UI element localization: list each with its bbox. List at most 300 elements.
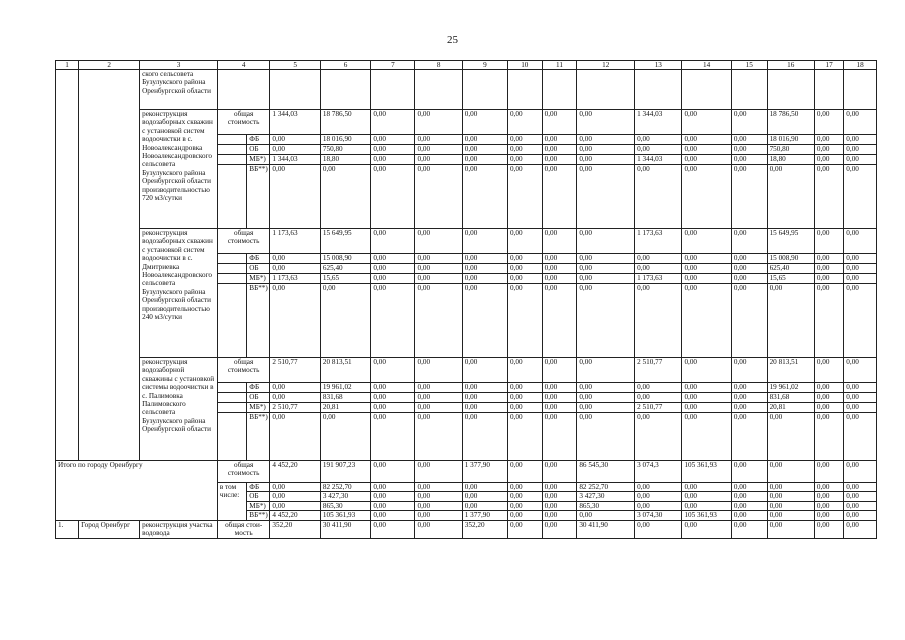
value-cell: 0,00: [635, 284, 682, 358]
header-cell: 17: [814, 61, 843, 70]
value-cell: 0,00: [731, 483, 767, 492]
value-cell: 0,00: [577, 145, 635, 155]
value-cell: 0,00: [415, 110, 462, 135]
header-cell: 15: [731, 61, 767, 70]
value-cell: 352,20: [270, 520, 320, 538]
value-cell: 0,00: [507, 110, 542, 135]
value-cell: 15 649,95: [767, 229, 814, 254]
value-cell: 0,00: [577, 511, 635, 520]
project-description: реконструкция участка водовода: [140, 520, 218, 538]
header-cell: 16: [767, 61, 814, 70]
value-cell: 0,00: [462, 393, 507, 403]
value-cell: 0,00: [682, 492, 731, 501]
value-cell: 0,00: [371, 403, 415, 413]
value-cell: 1 344,03: [270, 110, 320, 135]
value-cell: 0,00: [682, 284, 731, 358]
value-cell: 15,65: [767, 274, 814, 284]
value-cell: 0,00: [415, 383, 462, 393]
value-cell: 0,00: [814, 155, 843, 165]
value-cell: 2 510,77: [635, 403, 682, 413]
value-cell: [320, 70, 370, 110]
value-cell: 3 427,30: [577, 492, 635, 501]
value-cell: 0,00: [814, 501, 843, 510]
value-cell: 0,00: [507, 135, 542, 145]
value-cell: 0,00: [814, 403, 843, 413]
value-cell: 0,00: [635, 135, 682, 145]
value-cell: [415, 70, 462, 110]
value-cell: 0,00: [542, 135, 577, 145]
value-cell: 0,00: [371, 511, 415, 520]
value-cell: 0,00: [767, 492, 814, 501]
value-cell: 0,00: [415, 501, 462, 510]
value-cell: 0,00: [462, 254, 507, 264]
value-cell: 0,00: [371, 155, 415, 165]
fund-label-line: общая стои-: [225, 520, 263, 529]
value-cell: 0,00: [844, 145, 877, 155]
value-cell: 0,00: [844, 229, 877, 254]
value-cell: 0,00: [270, 284, 320, 358]
value-cell: 0,00: [844, 274, 877, 284]
value-cell: 0,00: [844, 358, 877, 383]
value-cell: 0,00: [542, 264, 577, 274]
fund-label-total: [217, 229, 270, 254]
value-cell: 0,00: [462, 274, 507, 284]
value-cell: 0,00: [507, 403, 542, 413]
value-cell: 0,00: [767, 501, 814, 510]
fund-label: ОБ: [247, 264, 270, 274]
value-cell: 0,00: [542, 461, 577, 483]
value-cell: 2 510,77: [270, 403, 320, 413]
value-cell: 0,00: [731, 383, 767, 393]
value-cell: 0,00: [462, 358, 507, 383]
value-cell: 0,00: [844, 254, 877, 264]
value-cell: 4 452,20: [270, 511, 320, 520]
value-cell: 0,00: [814, 483, 843, 492]
value-cell: 15 008,90: [320, 254, 370, 264]
value-cell: 0,00: [731, 413, 767, 461]
value-cell: [635, 70, 682, 110]
fund-label: ВБ**): [247, 511, 270, 520]
value-cell: 0,00: [635, 413, 682, 461]
value-cell: 0,00: [814, 274, 843, 284]
fund-label-line: общая: [234, 110, 254, 118]
value-cell: 0,00: [731, 264, 767, 274]
value-cell: 0,00: [682, 501, 731, 510]
value-cell: 0,00: [814, 254, 843, 264]
value-cell: 3 427,30: [320, 492, 370, 501]
value-cell: 0,00: [371, 393, 415, 403]
value-cell: 0,00: [731, 135, 767, 145]
value-cell: 0,00: [731, 155, 767, 165]
value-cell: 0,00: [844, 511, 877, 520]
value-cell: 0,00: [731, 110, 767, 135]
value-cell: 0,00: [415, 284, 462, 358]
value-cell: 0,00: [320, 284, 370, 358]
value-cell: 0,00: [682, 110, 731, 135]
value-cell: 0,00: [371, 501, 415, 510]
value-cell: 0,00: [415, 393, 462, 403]
value-cell: [767, 70, 814, 110]
value-cell: 0,00: [507, 264, 542, 274]
value-cell: 0,00: [577, 403, 635, 413]
value-cell: 0,00: [542, 254, 577, 264]
value-cell: 0,00: [270, 393, 320, 403]
value-cell: 0,00: [542, 110, 577, 135]
value-cell: 0,00: [270, 145, 320, 155]
value-cell: 0,00: [415, 413, 462, 461]
value-cell: [507, 70, 542, 110]
value-cell: 0,00: [320, 413, 370, 461]
value-cell: 0,00: [814, 461, 843, 483]
value-cell: 0,00: [507, 511, 542, 520]
project-description: реконструкция водозаборной скважины с установкой системы водоочистки в с. Палимовка Палимовского сельсовета Бузулукского района Оренбургской области: [140, 358, 218, 461]
value-cell: 1 377,90: [462, 461, 507, 483]
value-cell: 0,00: [270, 135, 320, 145]
value-cell: 0,00: [577, 229, 635, 254]
value-cell: 0,00: [507, 501, 542, 510]
value-cell: 0,00: [844, 483, 877, 492]
value-cell: 0,00: [577, 165, 635, 229]
value-cell: 0,00: [415, 254, 462, 264]
value-cell: 15,65: [320, 274, 370, 284]
row-number-cell: [56, 70, 79, 461]
value-cell: 0,00: [682, 165, 731, 229]
value-cell: 0,00: [462, 413, 507, 461]
value-cell: 0,00: [415, 155, 462, 165]
value-cell: 0,00: [542, 511, 577, 520]
value-cell: 0,00: [415, 461, 462, 483]
value-cell: 0,00: [415, 358, 462, 383]
value-cell: 20 813,51: [320, 358, 370, 383]
value-cell: 0,00: [507, 520, 542, 538]
value-cell: 0,00: [682, 155, 731, 165]
value-cell: 0,00: [635, 145, 682, 155]
value-cell: 0,00: [415, 483, 462, 492]
value-cell: 105 361,93: [682, 461, 731, 483]
value-cell: 0,00: [542, 155, 577, 165]
value-cell: 865,30: [577, 501, 635, 510]
value-cell: 0,00: [844, 501, 877, 510]
value-cell: 0,00: [542, 501, 577, 510]
city-name: Город Оренбург: [79, 520, 140, 538]
fund-label: ОБ: [247, 145, 270, 155]
value-cell: 0,00: [270, 492, 320, 501]
value-cell: 0,00: [577, 264, 635, 274]
value-cell: 0,00: [507, 461, 542, 483]
value-cell: 0,00: [814, 145, 843, 155]
value-cell: 0,00: [542, 274, 577, 284]
header-cell: 18: [844, 61, 877, 70]
value-cell: 0,00: [542, 393, 577, 403]
value-cell: 0,00: [577, 155, 635, 165]
value-cell: 0,00: [371, 145, 415, 155]
header-cell: 8: [415, 61, 462, 70]
value-cell: 82 252,70: [320, 483, 370, 492]
value-cell: 0,00: [507, 274, 542, 284]
value-cell: 0,00: [814, 264, 843, 274]
blank-cell: [217, 254, 246, 264]
value-cell: 0,00: [415, 229, 462, 254]
value-cell: 0,00: [767, 413, 814, 461]
value-cell: 0,00: [462, 492, 507, 501]
value-cell: [577, 70, 635, 110]
value-cell: 0,00: [577, 254, 635, 264]
value-cell: 191 907,23: [320, 461, 370, 483]
value-cell: 0,00: [577, 274, 635, 284]
fund-label-total: [217, 110, 270, 135]
including-line: в том: [219, 483, 237, 491]
value-cell: 0,00: [462, 145, 507, 155]
value-cell: 3 074,30: [635, 511, 682, 520]
value-cell: 0,00: [371, 520, 415, 538]
value-cell: [844, 70, 877, 110]
blank-cell: [217, 264, 246, 274]
value-cell: 18 786,50: [320, 110, 370, 135]
value-cell: 105 361,93: [320, 511, 370, 520]
header-cell: 3: [140, 61, 218, 70]
value-cell: 0,00: [542, 483, 577, 492]
value-cell: 15 649,95: [320, 229, 370, 254]
value-cell: 0,00: [507, 284, 542, 358]
value-cell: 105 361,93: [682, 511, 731, 520]
value-cell: 0,00: [542, 520, 577, 538]
value-cell: 0,00: [577, 284, 635, 358]
value-cell: 30 411,90: [320, 520, 370, 538]
value-cell: [270, 70, 320, 110]
value-cell: 0,00: [270, 383, 320, 393]
fund-label-line: стоимость: [227, 469, 260, 478]
value-cell: 0,00: [507, 413, 542, 461]
value-cell: 20,81: [767, 403, 814, 413]
value-cell: 625,40: [767, 264, 814, 274]
value-cell: 0,00: [270, 413, 320, 461]
fund-label-line: общая: [234, 358, 254, 366]
value-cell: 0,00: [507, 383, 542, 393]
value-cell: 0,00: [371, 264, 415, 274]
value-cell: 1 173,63: [270, 274, 320, 284]
value-cell: 0,00: [767, 461, 814, 483]
value-cell: 0,00: [462, 501, 507, 510]
value-cell: 0,00: [767, 165, 814, 229]
value-cell: 0,00: [320, 165, 370, 229]
value-cell: 0,00: [844, 155, 877, 165]
value-cell: 0,00: [462, 165, 507, 229]
value-cell: 0,00: [270, 254, 320, 264]
value-cell: 0,00: [635, 520, 682, 538]
value-cell: 0,00: [507, 145, 542, 155]
value-cell: 0,00: [731, 461, 767, 483]
value-cell: 0,00: [731, 274, 767, 284]
value-cell: 20,81: [320, 403, 370, 413]
blank-cell: [217, 145, 246, 155]
value-cell: [371, 70, 415, 110]
value-cell: 2 510,77: [635, 358, 682, 383]
value-cell: 0,00: [844, 461, 877, 483]
value-cell: 0,00: [371, 284, 415, 358]
fund-label: ОБ: [247, 393, 270, 403]
header-cell: 2: [79, 61, 140, 70]
value-cell: 0,00: [270, 165, 320, 229]
fund-label: ОБ: [247, 492, 270, 501]
value-cell: 30 411,90: [577, 520, 635, 538]
including-label: [217, 483, 246, 521]
blank-cell: [217, 413, 246, 461]
value-cell: 0,00: [415, 135, 462, 145]
fund-label: ФБ: [247, 383, 270, 393]
value-cell: 0,00: [682, 383, 731, 393]
fund-label: ВБ**): [247, 165, 270, 229]
value-cell: 865,30: [320, 501, 370, 510]
value-cell: 0,00: [577, 393, 635, 403]
value-cell: 0,00: [635, 393, 682, 403]
fund-label: МБ*): [247, 274, 270, 284]
value-cell: 0,00: [542, 229, 577, 254]
value-cell: 0,00: [415, 511, 462, 520]
value-cell: 831,68: [767, 393, 814, 403]
value-cell: 0,00: [682, 229, 731, 254]
header-cell: 12: [577, 61, 635, 70]
fund-label-line: стоимость: [227, 366, 260, 375]
value-cell: 0,00: [462, 383, 507, 393]
value-cell: 0,00: [814, 135, 843, 145]
table-row: [56, 520, 877, 538]
value-cell: 0,00: [542, 413, 577, 461]
header-cell: 1: [56, 61, 79, 70]
value-cell: 86 545,30: [577, 461, 635, 483]
value-cell: 0,00: [507, 229, 542, 254]
value-cell: 0,00: [844, 264, 877, 274]
fund-label-line: общая: [234, 229, 254, 237]
fund-label: МБ*): [247, 501, 270, 510]
value-cell: 0,00: [682, 393, 731, 403]
header-cell: 9: [462, 61, 507, 70]
value-cell: 750,80: [767, 145, 814, 155]
value-cell: 0,00: [844, 403, 877, 413]
value-cell: 0,00: [635, 483, 682, 492]
header-cell: 6: [320, 61, 370, 70]
fund-label-cell: [217, 70, 270, 110]
value-cell: 0,00: [814, 511, 843, 520]
value-cell: 0,00: [415, 274, 462, 284]
value-cell: 0,00: [371, 413, 415, 461]
value-cell: 0,00: [635, 383, 682, 393]
value-cell: 0,00: [507, 492, 542, 501]
value-cell: 0,00: [814, 383, 843, 393]
value-cell: 0,00: [635, 165, 682, 229]
value-cell: 0,00: [371, 358, 415, 383]
value-cell: 0,00: [462, 229, 507, 254]
value-cell: 20 813,51: [767, 358, 814, 383]
value-cell: 1 173,63: [635, 274, 682, 284]
header-cell: 5: [270, 61, 320, 70]
value-cell: 0,00: [767, 483, 814, 492]
value-cell: 0,00: [507, 358, 542, 383]
project-description: ского сельсовета Бузулукского района Оренбургской области: [140, 70, 218, 110]
header-row: [56, 61, 877, 70]
header-cell: 7: [371, 61, 415, 70]
value-cell: 0,00: [844, 393, 877, 403]
header-cell: 14: [682, 61, 731, 70]
value-cell: 0,00: [415, 492, 462, 501]
fund-label: ФБ: [247, 483, 270, 492]
value-cell: [814, 70, 843, 110]
value-cell: 1 173,63: [635, 229, 682, 254]
value-cell: 0,00: [371, 274, 415, 284]
value-cell: 18 016,90: [767, 135, 814, 145]
value-cell: 0,00: [371, 461, 415, 483]
blank-cell: [217, 383, 246, 393]
value-cell: 18,80: [767, 155, 814, 165]
value-cell: 0,00: [635, 492, 682, 501]
value-cell: 0,00: [462, 403, 507, 413]
value-cell: 0,00: [415, 165, 462, 229]
city-cell: [79, 70, 140, 461]
value-cell: 0,00: [682, 358, 731, 383]
value-cell: 0,00: [507, 254, 542, 264]
value-cell: 0,00: [767, 520, 814, 538]
value-cell: 0,00: [635, 254, 682, 264]
value-cell: 0,00: [814, 229, 843, 254]
value-cell: 0,00: [814, 413, 843, 461]
value-cell: 0,00: [767, 284, 814, 358]
fund-label: ФБ: [247, 135, 270, 145]
value-cell: 0,00: [814, 110, 843, 135]
fund-label: ФБ: [247, 254, 270, 264]
value-cell: 0,00: [415, 145, 462, 155]
header-cell: 4: [217, 61, 270, 70]
value-cell: 0,00: [371, 492, 415, 501]
value-cell: 0,00: [542, 145, 577, 155]
value-cell: 0,00: [415, 520, 462, 538]
value-cell: 0,00: [731, 393, 767, 403]
value-cell: 1 377,90: [462, 511, 507, 520]
value-cell: 0,00: [844, 110, 877, 135]
value-cell: 0,00: [415, 264, 462, 274]
value-cell: 0,00: [371, 229, 415, 254]
value-cell: 18 786,50: [767, 110, 814, 135]
value-cell: 0,00: [814, 284, 843, 358]
value-cell: 0,00: [371, 483, 415, 492]
continuation-row: [56, 70, 877, 110]
value-cell: 19 961,02: [767, 383, 814, 393]
table-row: [56, 229, 877, 254]
fund-label-total: [217, 520, 270, 538]
value-cell: 0,00: [814, 165, 843, 229]
value-cell: 0,00: [844, 413, 877, 461]
fund-label-total: [217, 358, 270, 383]
value-cell: 0,00: [731, 229, 767, 254]
value-cell: 0,00: [814, 393, 843, 403]
value-cell: 0,00: [767, 511, 814, 520]
page-number: 25: [447, 34, 458, 46]
value-cell: 0,00: [542, 492, 577, 501]
value-cell: 0,00: [577, 358, 635, 383]
table-row: [56, 110, 877, 135]
blank-cell: [217, 165, 246, 229]
value-cell: 0,00: [507, 155, 542, 165]
blank-cell: [217, 155, 246, 165]
value-cell: 0,00: [542, 383, 577, 393]
value-cell: 0,00: [814, 492, 843, 501]
value-cell: 18 016,90: [320, 135, 370, 145]
value-cell: 0,00: [371, 165, 415, 229]
value-cell: 0,00: [577, 413, 635, 461]
value-cell: 0,00: [577, 383, 635, 393]
value-cell: 0,00: [371, 110, 415, 135]
value-cell: 0,00: [542, 358, 577, 383]
including-line: числе:: [219, 491, 240, 500]
value-cell: 0,00: [844, 383, 877, 393]
